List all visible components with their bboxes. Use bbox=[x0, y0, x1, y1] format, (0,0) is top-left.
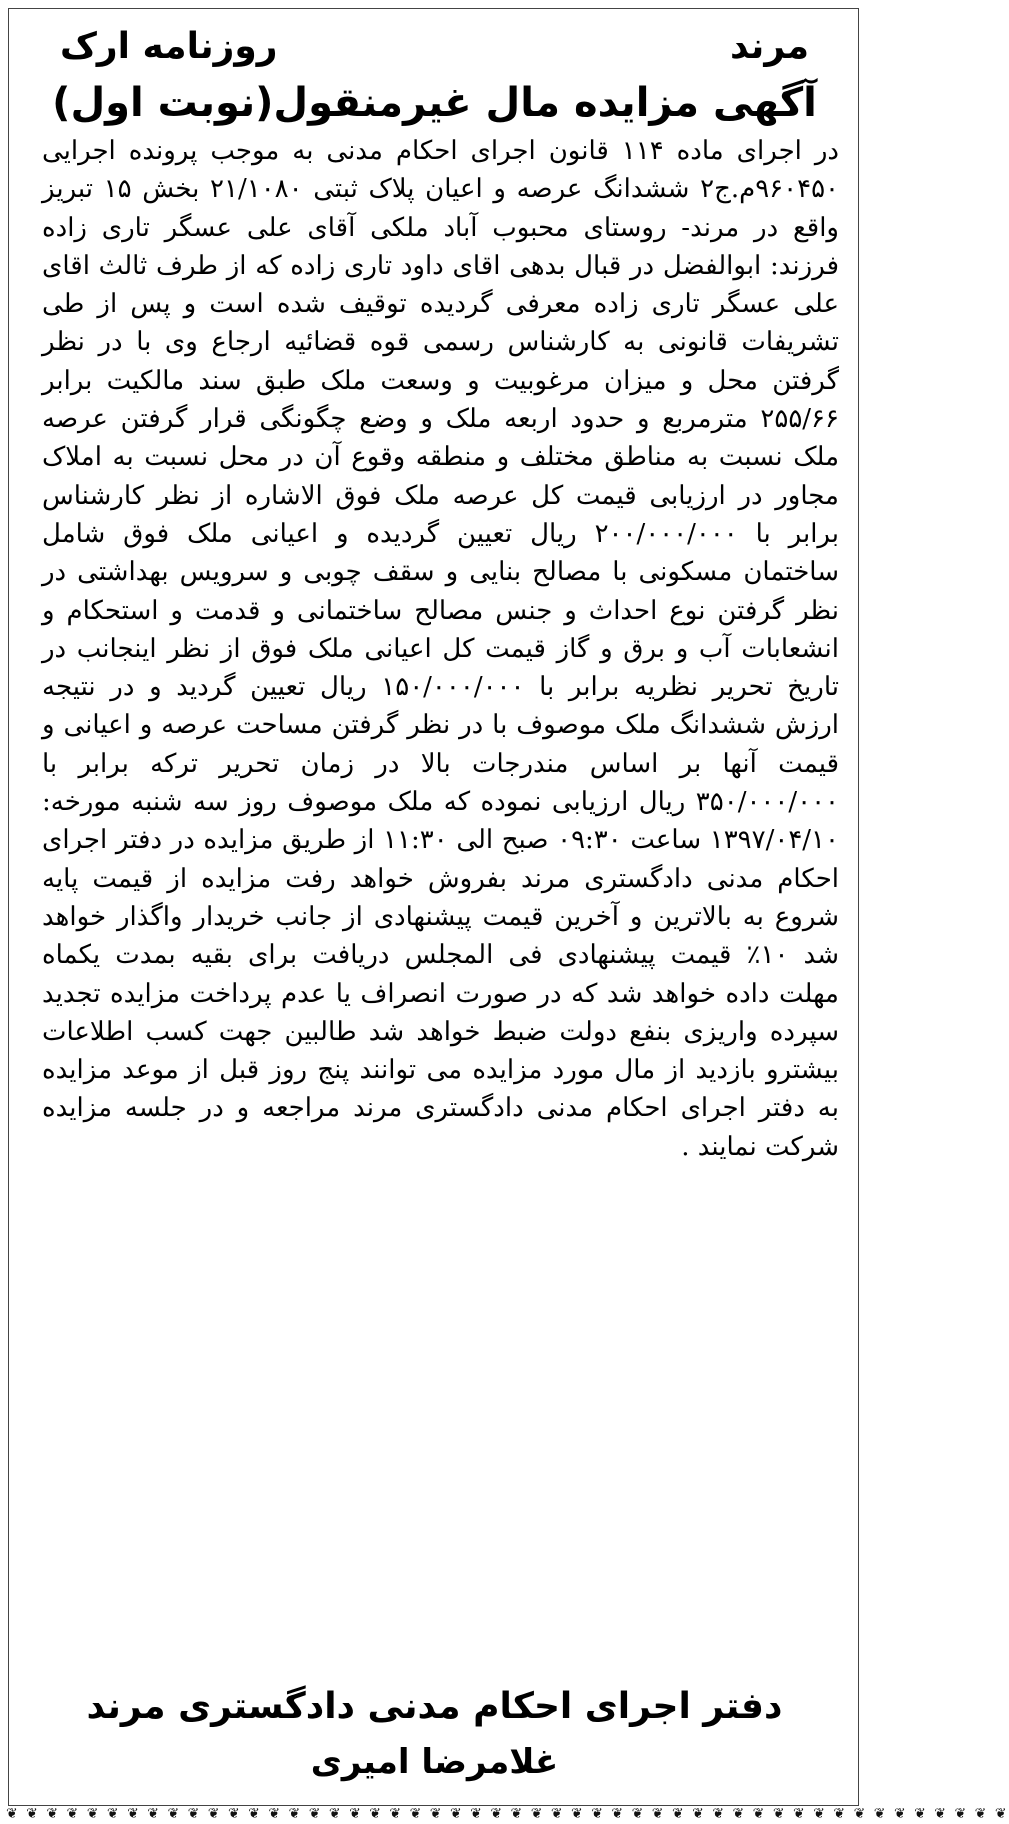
city-name: مرند bbox=[730, 26, 809, 67]
notice-title: آگهی مزایده مال غیرمنقول(نوبت اول) bbox=[52, 80, 817, 126]
notice-body: در اجرای ماده ۱۱۴ قانون اجرای احکام مدنی به موجب پرونده اجرایی ۹۶۰۴۵۰م.ج۲ ششدانگ عرصه و اعیان پلاک ثبتی ۲۱/۱۰۸۰ بخش ۱۵ تبریز واقع در مرند- روستای محبوب آباد ملکی آقای علی عسگر تاری زاده فرزند: ابوالفضل در قبال بدهی اقای داود تاری زاده که از طرف ثالث اقای علی عسگر تاری زاده معرفی گردیده توقیف شده است و پس از طی تشریفات قانونی به کارشناس رسمی قوه قضائیه ارجاع وی با در نظر گرفتن محل و میزان مرغوبیت و وسعت ملک طبق سند مالکیت برابر ۲۵۵/۶۶ مترمربع و حدود اربعه ملک و وضع چگونگی قرار گرفتن عرصه ملک نسبت به مناطق مختلف و منطقه وقوع آن در محل نسبت به املاک مجاور در ارزیابی قیمت کل عرصه ملک فوق الاشاره از نظر کارشناس برابر با ۲۰۰/۰۰۰/۰۰۰ ریال تعیین گردیده و اعیانی ملک فوق شامل ساختمان مسکونی با مصالح بنایی و سقف چوبی و سرویس بهداشتی در نظر گرفتن نوع احداث و جنس مصالح ساختمانی و قدمت و استحکام و انشعابات آب و برق و گاز قیمت کل اعیانی ملک فوق از نظر اینجانب در تاریخ تحریر نظریه برابر با ۱۵۰/۰۰۰/۰۰۰ ریال تعیین گردید و در نتیجه ارزش ششدانگ ملک موصوف با در نظر گرفتن مساحت عرصه و اعیانی و قیمت آنها بر اساس مندرجات بالا در زمان تحریر ترکه برابر با ۳۵۰/۰۰۰/۰۰۰ ریال ارزیابی نموده که ملک موصوف روز سه شنبه مورخه: ۱۳۹۷/۰۴/۱۰ ساعت ۰۹:۳۰ صبح الی ۱۱:۳۰ از طریق مزایده در دفتر اجرای احکام مدنی دادگستری مرند بفروش خواهد رفت مزایده از قیمت پایه شروع به بالاترین و آخرین قیمت پیشنهادی از جانب خریدار واگذار خواهد شد ۱۰٪ قیمت پیشنهادی فی المجلس دریافت برای بقیه بمدت یکماه مهلت داده خواهد شد که در صورت انصراف یا عدم پرداخت مزایده تجدید سپرده واریزی بنفع دولت ضبط خواهد شد طالبین جهت کسب اطلاعات بیشترو بازدید از مال مورد مزایده می توانند پنج روز قبل از موعد مزایده به دفتر اجرای احکام مدنی دادگستری مرند مراجعه و در جلسه مزایده شرکت نمایند . bbox=[42, 136, 840, 1162]
newspaper-name: روزنامه ارک bbox=[60, 26, 278, 67]
header-row bbox=[60, 26, 809, 76]
ornament-border: ❦ ❦ ❦ ❦ ❦ ❦ ❦ ❦ ❦ ❦ ❦ ❦ ❦ ❦ ❦ ❦ ❦ ❦ ❦ ❦ ❦ ❦ ❦ ❦ ❦ ❦ ❦ ❦ ❦ ❦ ❦ ❦ ❦ ❦ ❦ ❦ ❦ ❦ ❦ ❦ ❦ ❦ ❦ ❦ ❦ ❦ ❦ ❦ ❦ ❦ bbox=[6, 1806, 1009, 1822]
issuer-office: دفتر اجرای احکام مدنی دادگستری مرند bbox=[86, 1686, 783, 1727]
signer-name: غلامرضا امیری bbox=[310, 1742, 559, 1782]
